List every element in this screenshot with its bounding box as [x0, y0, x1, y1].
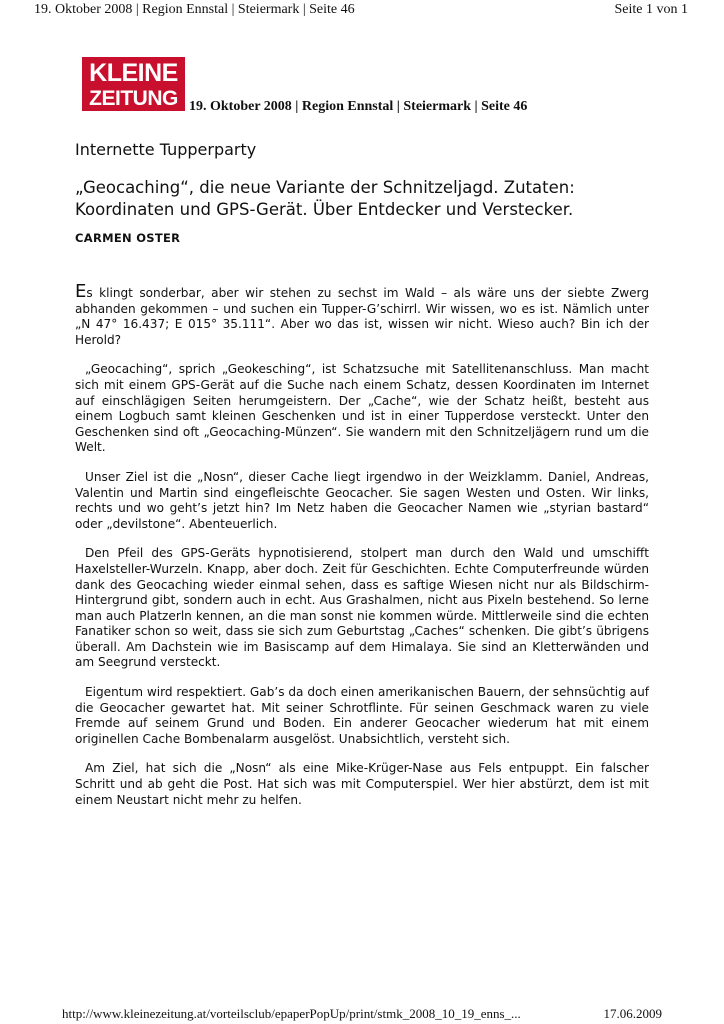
- logo-line-1: KLEINE: [89, 59, 178, 87]
- logo-line-2: ZEITUNG: [89, 87, 178, 110]
- article-kicker: Internette Tupperparty: [75, 140, 257, 159]
- drop-cap: E: [75, 281, 87, 302]
- issue-dateline: 19. Oktober 2008 | Region Ennstal | Steiermark | Seite 46: [189, 99, 528, 114]
- kleine-zeitung-logo: [82, 57, 185, 111]
- paragraph-text: s klingt sonderbar, aber wir stehen zu sechst im Wald – als wäre uns der siebte Zwerg abhanden gekommen – und suchen ein Tupper-G’schirrl. Wir wissen, wo es ist. Nämlich unter „N 47° 16.437; E 015° 35.111“. Aber wo das ist, wissen wir nicht. Wieso auch? Bin ich der Herold?: [75, 286, 649, 347]
- print-header-page-count: Seite 1 von 1: [614, 2, 688, 17]
- article-paragraph: [75, 281, 649, 348]
- article-author: CARMEN OSTER: [75, 231, 181, 245]
- print-footer-url: http://www.kleinezeitung.at/vorteilsclub/epaperPopUp/print/stmk_2008_10_19_enns_...: [62, 1006, 521, 1021]
- article-paragraph: „Geocaching“, sprich „Geokesching“, ist Schatzsuche mit Satellitenanschluss. Man macht sich mit einem GPS-Gerät auf die Suche nach einem Schatz, dessen Koordinaten im Internet auf einschlägigen Seiten herumgeistern. Der „Cache“, wie der Schatz heißt, besteht aus einem Logbuch samt kleinen Geschenken und ist in einer Tupperdose versteckt. Unter den Geschenken sind oft „Geocaching-Münzen“. Sie wandern mit den Schnitzeljägern rund um die Welt.: [75, 362, 649, 455]
- article-paragraph: Eigentum wird respektiert. Gab’s da doch einen amerikanischen Bauern, der sehnsüchtig auf die Geocacher gewartet hat. Mit seiner Schrotflinte. Für seinen Geschmack waren zu viele Fremde auf seinem Grund und Boden. Ein anderer Geocacher wiederum hat mit einem originellen Cache Bombenalarm ausgelöst. Unabsichtlich, versteht sich.: [75, 685, 649, 746]
- article-paragraph: Den Pfeil des GPS-Geräts hypnotisierend, stolpert man durch den Wald und umschifft Haxelsteller-Wurzeln. Knapp, aber doch. Zeit für Geschichten. Echte Computerfreunde würden dank des Geocaching wieder einmal sehen, dass es saftige Wiesen nicht nur als Bildschirm-Hintergrund gibt, sondern auch in echt. Aus Grashalmen, nicht aus Pixeln bestehend. So lerne man auch Platzerln kennen, an die man sonst nie kommen würde. Mittlerweile sind die echten Fanatiker schon so weit, dass sie sich zum Geburtstag „Caches“ schenken. Die gibt’s übrigens überall. Am Dachstein wie im Basiscamp auf dem Himalaya. Sie sind an Kletterwänden und am Seegrund versteckt.: [75, 546, 649, 670]
- print-header-left: 19. Oktober 2008 | Region Ennstal | Steiermark | Seite 46: [34, 2, 355, 17]
- article-body: [75, 281, 649, 822]
- article-headline: „Geocaching“, die neue Variante der Schnitzeljagd. Zutaten: Koordinaten und GPS-Gerät. Über Entdecker und Verstecker.: [75, 178, 575, 219]
- article-paragraph: Am Ziel, hat sich die „Nosn“ als eine Mike-Krüger-Nase aus Fels entpuppt. Ein falscher Schritt und ab geht die Post. Hat sich was mit Computerspiel. Wer hier abstürzt, dem ist mit einem Neustart nicht mehr zu helfen.: [75, 761, 649, 807]
- article-paragraph: Unser Ziel ist die „Nosn“, dieser Cache liegt irgendwo in der Weizklamm. Daniel, Andreas, Valentin und Martin sind eingefleischte Geocacher. Sie sagen Westen und Osten. Wir links, rechts und wo geht’s jetzt hin? Im Netz haben die Geocacher Namen wie „styrian bastard“ oder „devilstone“. Abenteuerlich.: [75, 469, 649, 531]
- print-footer-date: 17.06.2009: [603, 1006, 662, 1021]
